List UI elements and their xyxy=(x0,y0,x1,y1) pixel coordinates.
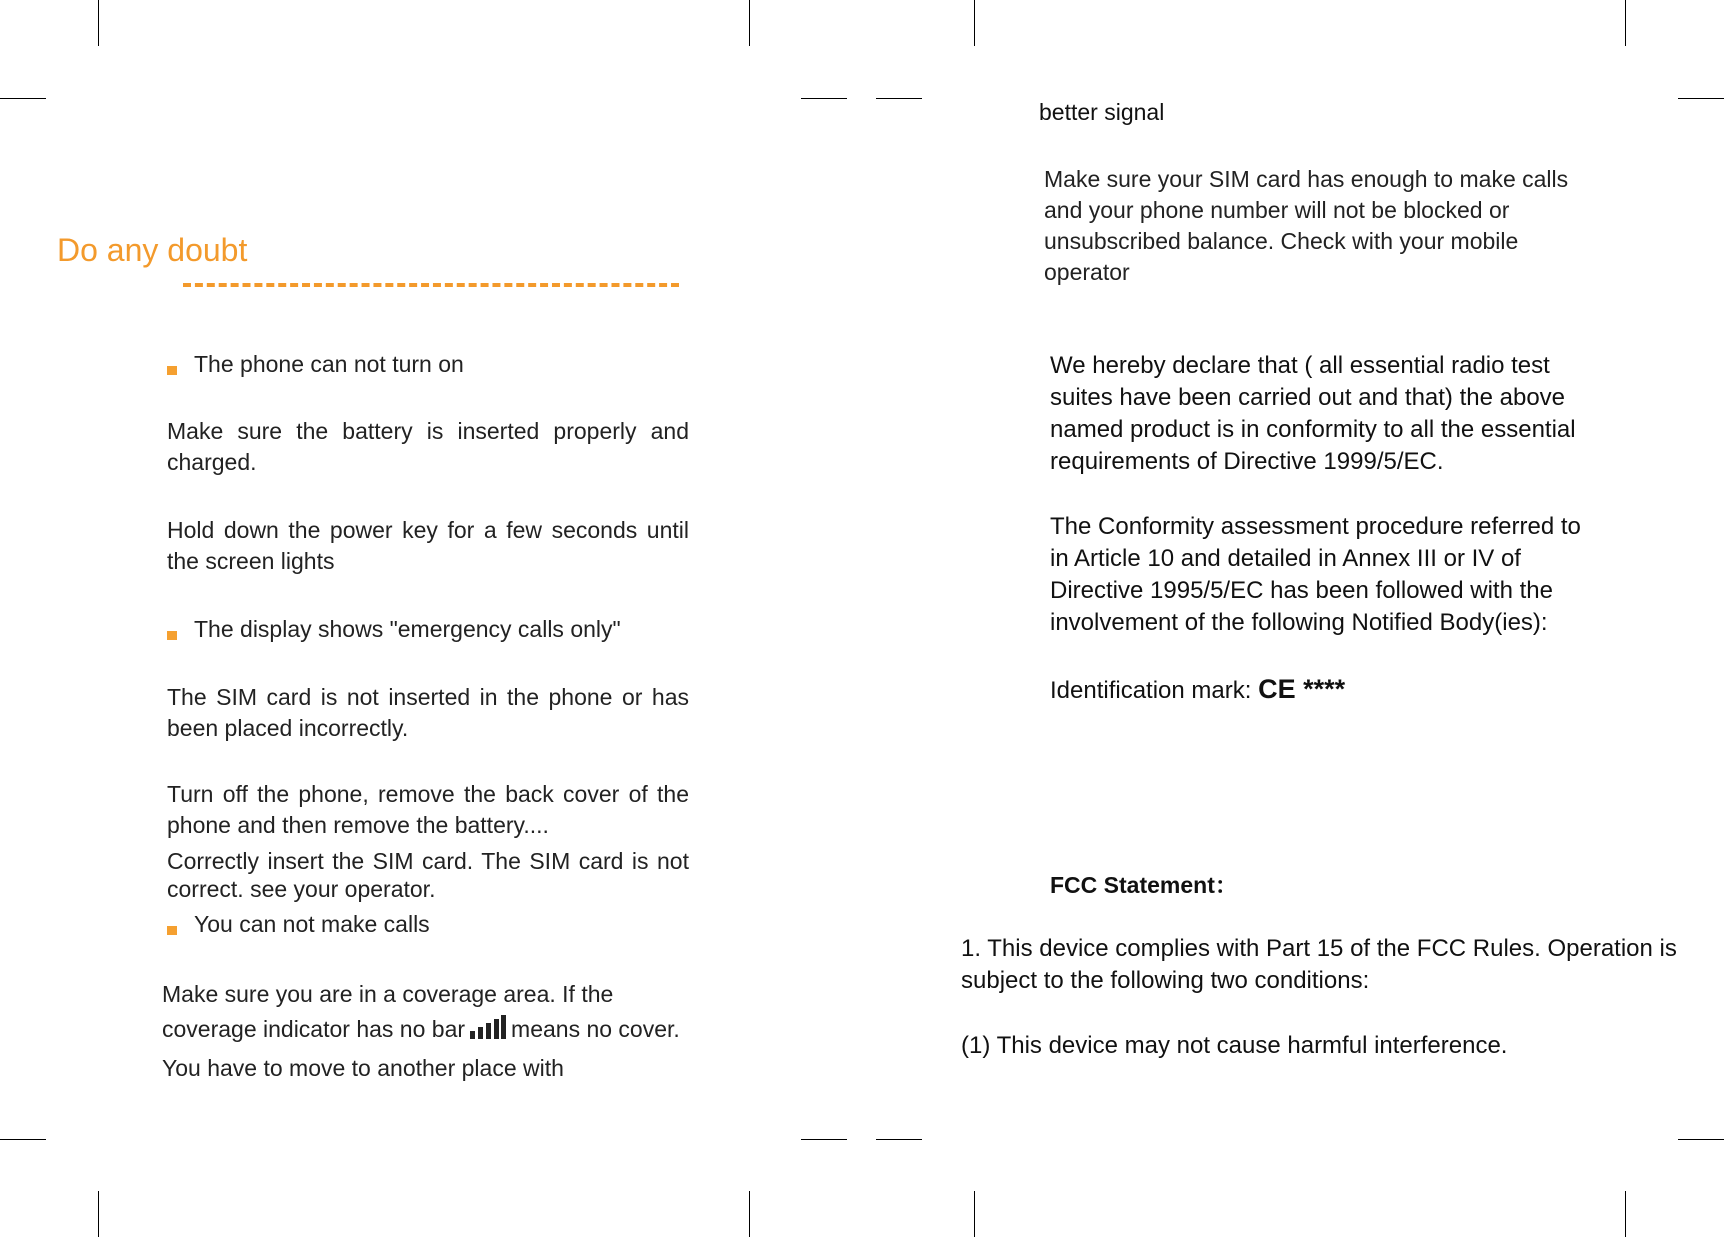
fcc-heading: FCC Statement： xyxy=(1050,872,1238,898)
coverage-text-2: means no cover. You have to move to another place with xyxy=(162,1016,680,1081)
crop-mark xyxy=(0,1139,46,1140)
declaration-paragraph: We hereby declare that ( all essential radio test suites have been carried out and that) the above named product is in conformity to all the essential requirements of Directive 1999/5/EC. xyxy=(1050,352,1576,475)
title-underline xyxy=(183,283,679,287)
conformity-paragraph: The Conformity assessment procedure referred to in Article 10 and detailed in Annex III or IV of Directive 1995/5/EC has been followed with the involvement of the following Notified Body(ies): xyxy=(1050,513,1581,636)
crop-mark xyxy=(1625,0,1626,46)
crop-mark xyxy=(974,0,975,46)
crop-mark xyxy=(876,1139,922,1140)
page-title: Do any doubt xyxy=(57,232,248,268)
paragraph-power-key: Hold down the power key for a few seconds until the screen lights xyxy=(167,517,689,574)
paragraph-sim-not-inserted: The SIM card is not inserted in the phone or has been placed incorrectly. xyxy=(167,684,689,741)
crop-mark xyxy=(1678,98,1724,99)
crop-mark xyxy=(801,98,847,99)
crop-mark xyxy=(0,98,46,99)
paragraph-coverage xyxy=(162,977,682,1086)
continuation-text: better signal xyxy=(1039,99,1165,125)
paragraph-insert-sim: Correctly insert the SIM card. The SIM card is not correct. see your operator. xyxy=(167,848,689,902)
paragraph-remove-battery: Turn off the phone, remove the back cover of the phone and then remove the battery.... xyxy=(167,781,689,838)
coverage-text-1: Make sure you are in a coverage area. If the coverage indicator has no bar xyxy=(162,981,614,1042)
crop-mark xyxy=(801,1139,847,1140)
signal-bars-icon xyxy=(469,1015,507,1051)
section-heading-emergency: The display shows "emergency calls only" xyxy=(194,616,621,642)
crop-mark xyxy=(1625,1191,1626,1237)
identification-mark-line xyxy=(1050,673,1345,707)
paragraph-battery: Make sure the battery is inserted properly and charged. xyxy=(167,418,689,475)
crop-mark xyxy=(974,1191,975,1237)
crop-mark xyxy=(749,1191,750,1237)
sim-note: Make sure your SIM card has enough to make calls and your phone number will not be blocked or unsubscribed balance. Check with your mobile operator xyxy=(1044,166,1569,285)
crop-mark xyxy=(98,1191,99,1237)
crop-mark xyxy=(749,0,750,46)
ce-mark: CE **** xyxy=(1258,674,1346,704)
crop-mark xyxy=(876,98,922,99)
section-heading-make-calls: You can not make calls xyxy=(194,911,430,937)
crop-mark xyxy=(1678,1139,1724,1140)
bullet-square-icon xyxy=(167,926,177,935)
crop-mark xyxy=(98,0,99,46)
fcc-item-2: (1) This device may not cause harmful interference. xyxy=(961,1032,1508,1059)
bullet-square-icon xyxy=(167,631,177,640)
section-heading-turn-on: The phone can not turn on xyxy=(194,351,464,377)
bullet-square-icon xyxy=(167,366,177,375)
fcc-item-1: 1. This device complies with Part 15 of the FCC Rules. Operation is subject to the following two conditions: xyxy=(961,935,1677,994)
identification-label: Identification mark: xyxy=(1050,677,1252,704)
